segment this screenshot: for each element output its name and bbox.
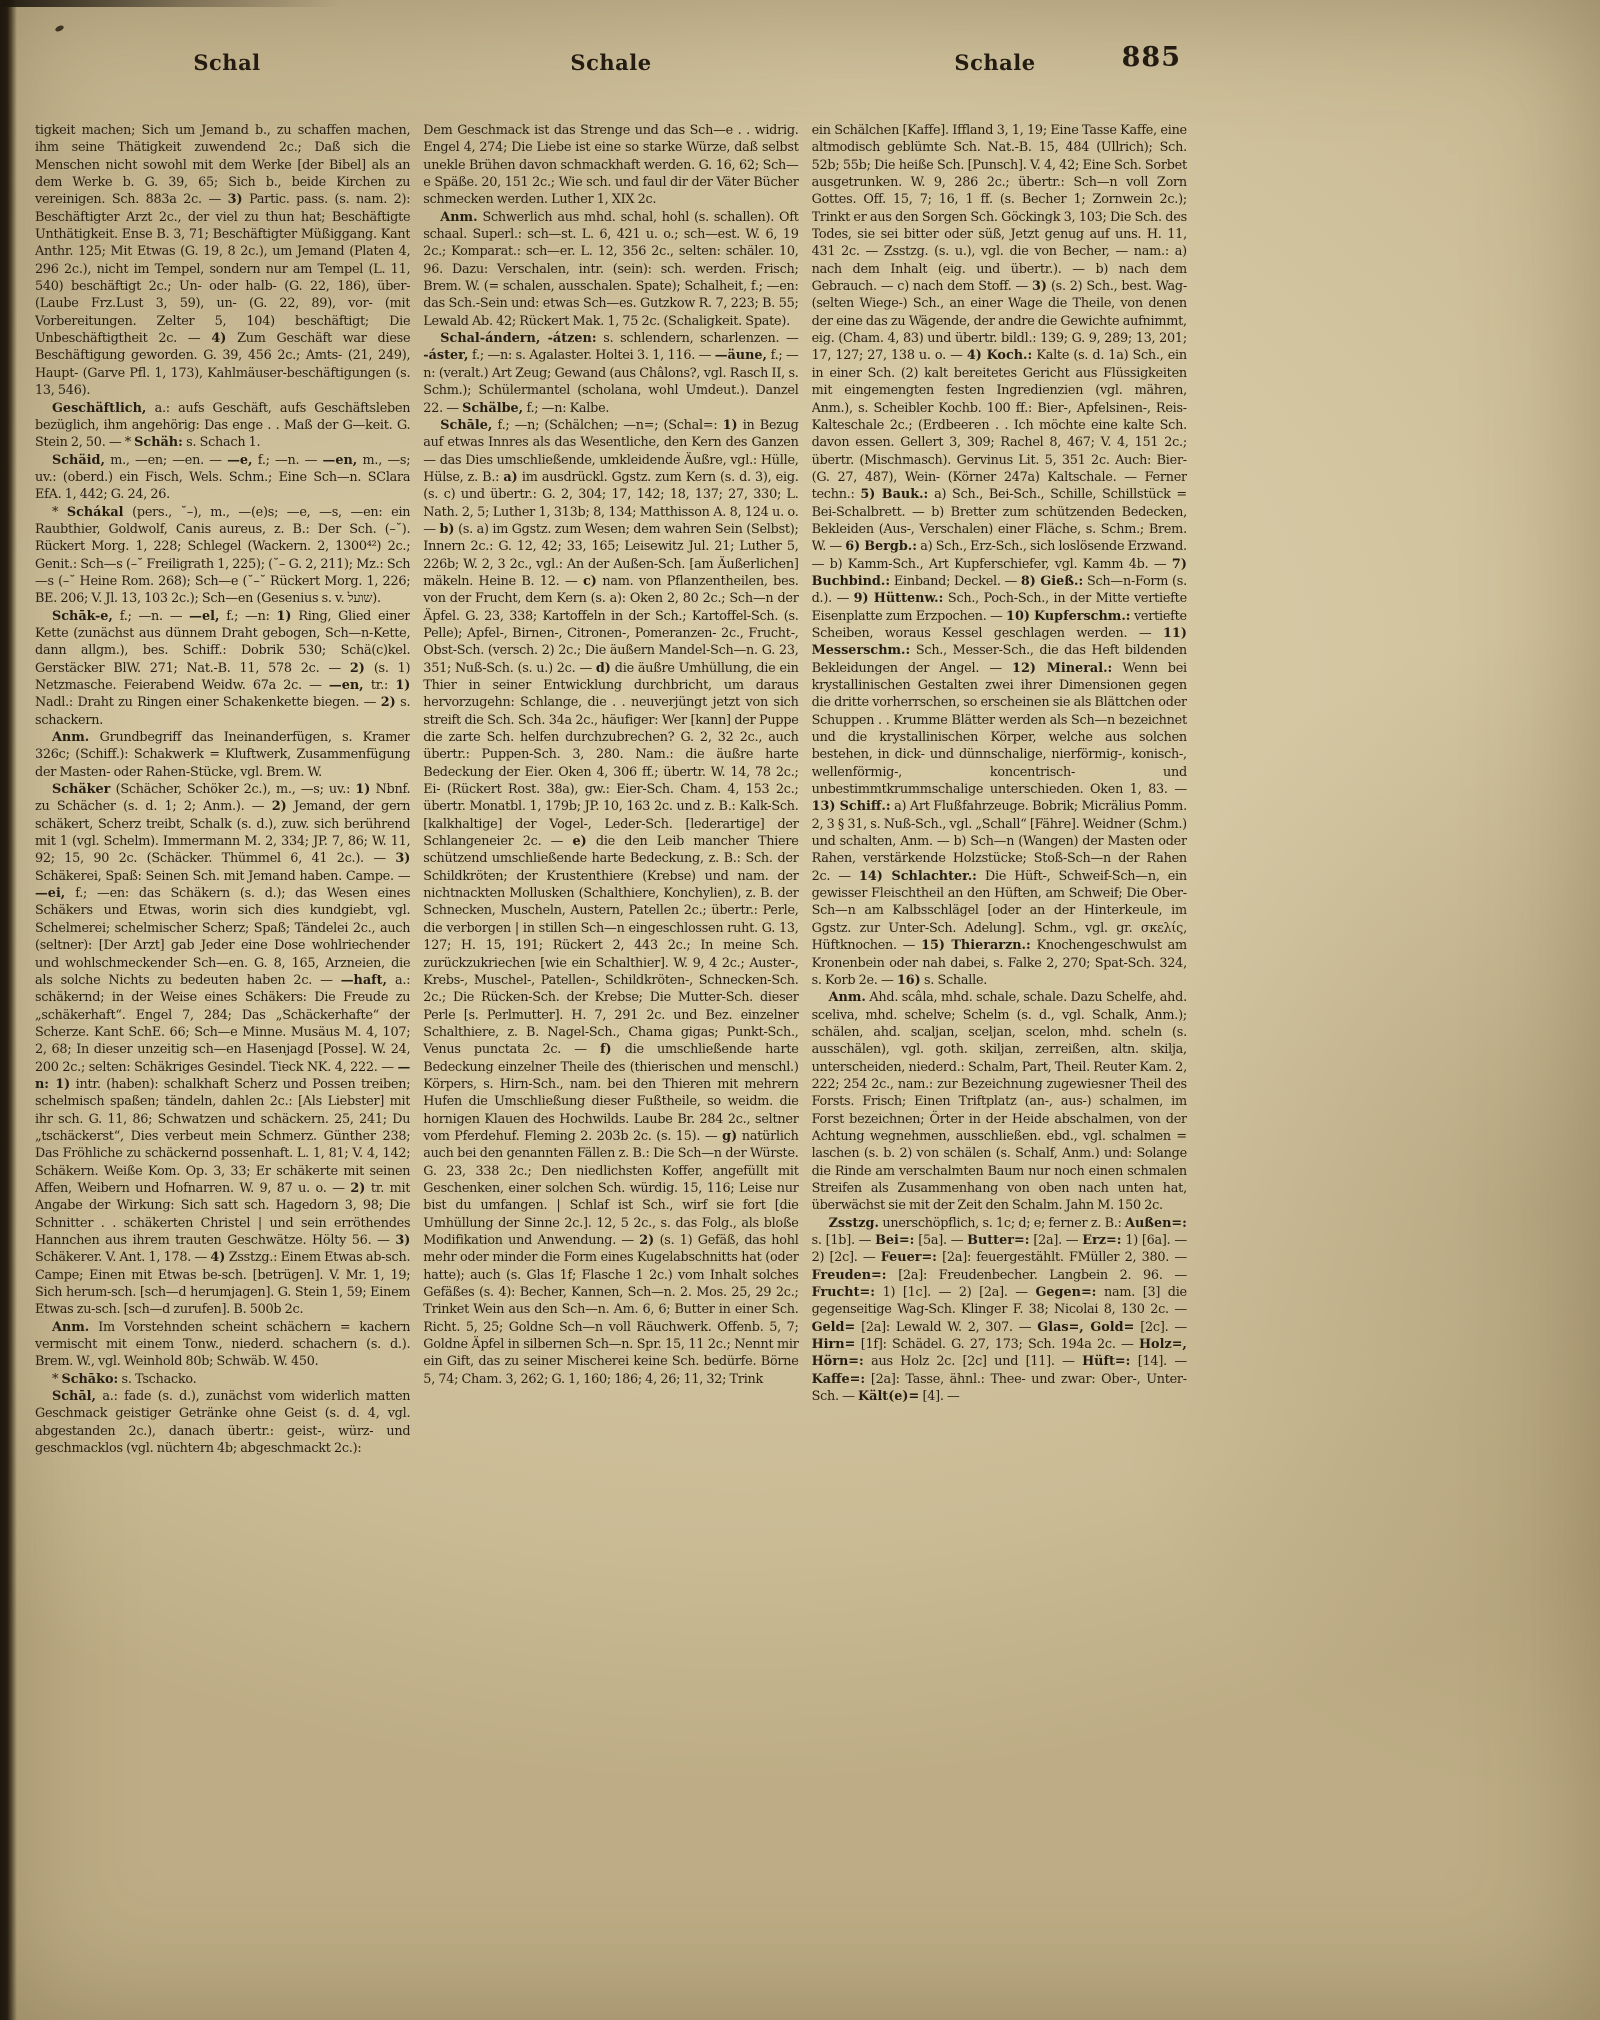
dictionary-paragraph: Zsstzg. unerschöpflich, s. 1c; d; e; ferner z. B.: Außen=: s. [1b]. — Bei=: [5a]. — Butter=: [2a]. — Erz=: 1) [6a]. — 2) [2c]. — Feuer=: [2a]: feuergestählt. FMüller 2, 380. — Freuden=: [2a]: Freudenbecher. Langbein 2. 96. — Frucht=: 1) [1c]. — 2) [2a]. — Gegen=: nam. [3] die gegenseitige Wag-Sch. Klinger F. 38; Nicolai 8, 130 2c. — Geld= [2a]: Lewald W. 2, 307. — Glas=, Gold= [2c]. — Hirn= [1f]: Schädel. G. 27, 173; Sch. 194a 2c. — Holz=, Hörn=: aus Holz 2c. [2c] und [11]. — Hüft=: [14]. — Kaffe=: [2a]: Tasse, ähnl.: Thee- und zwar: Ober-, Unter-Sch. — Kält(e)= [4]. — xyxy=(811,1215,1187,1405)
text-column-2 xyxy=(423,122,798,1460)
page-number: 885 xyxy=(1121,42,1181,73)
text-column-1 xyxy=(35,122,410,1460)
dictionary-paragraph: Schäker (Schächer, Schöker 2c.), m., —s; uv.: 1) Nbnf. zu Schächer (s. d. 1; 2; Anm.). — 2) Jemand, der gern schäkert, Scherz treibt, Schalk (s. d.), zuw. sich berührend mit 1 (vgl. Schelm). Immermann M. 2, 334; JP. 7, 86; W. 11, 92; 15, 90 2c. (Schäcker. Thümmel 6, 41 2c.). — 3) Schäkerei, Spaß: Seinen Sch. mit Jemand haben. Campe. — —ei, f.; —en: das Schäkern (s. d.); das Wesen eines Schäkers und Etwas, worin sich dies kundgiebt, vgl. Schelmerei; schelmischer Scherz; Spaß; Tändelei 2c., auch (seltner): [Der Arzt] gab Jeder eine Dose wohlriechender und wohlschmeckender Sch—en. G. 8, 165, Arzneien, die als solche Nichts zu bedeuten haben 2c. — —haft, a.: schäkernd; in der Weise eines Schäkers: Die Freude zu „schäkerhaft“. Engel 7, 284; Das „Schäckerhafte“ der Scherze. Kant SchE. 66; Sch—e Minne. Musäus M. 4, 107; 2, 68; In dieser unzeitig sch—en Hasenjagd [Posse]. W. 24, 200 2c.; selten: Schäkriges Gesindel. Tieck NK. 4, 222. — —n: 1) intr. (haben): schalkhaft Scherz und Possen treiben; schelmisch spaßen; tändeln, dahlen 2c.: [Als Liebster] mit ihr sch. G. 11, 86; Schwatzen und schäckern. 25, 241; Du „tschäckerst“, Dies verbeut mein Schmerz. Günther 238; Das Fröhliche zu schäckernd possenhaft. L. 1, 81; V. 4, 142; Schäkern. Weiße Kom. Op. 3, 33; Er schäkerte mit seinen Affen, Weibern und Hofnarren. W. 9, 87 u. o. — 2) tr. mit Angabe der Wirkung: Sich satt sch. Hagedorn 3, 98; Die Schnitter . . schäkerten Christel | und sein erröthendes Hannchen aus ihrem trauten Geschwätze. Hölty 56. — 3) Schäkerer. V. Ant. 1, 178. — 4) Zsstzg.: Einem Etwas ab-sch. Campe; Einen mit Etwas be-sch. [betrügen]. V. Mr. 1, 19; Sich herum-sch. [sch—d herumjagen]. G. Stein 1, 59; Einem Etwas zu-sch. [sch—d zurufen]. B. 500b 2c. xyxy=(35,782,411,1318)
dictionary-paragraph: Anm. Grundbegriff das Ineinanderfügen, s. Kramer 326c; (Schiff.): Schakwerk = Kluftwerk, Zusammenfügung der Masten- oder Rahen-Stücke, vgl. Brem. W. xyxy=(35,730,411,780)
text-columns xyxy=(35,122,1187,1460)
scan-edge-left xyxy=(0,0,17,2020)
scan-edge-top xyxy=(0,0,340,7)
dictionary-paragraph: ein Schälchen [Kaffe]. Iffland 3, 1, 19; Eine Tasse Kaffe, eine altmodisch geblümte Sch. Nat.-B. 15, 484 (Ullrich); Sch. 52b; 55b; Die heiße Sch. [Punsch]. V. 4, 42; Eine Sch. Sorbet ausgetrunken. W. 9, 286 2c.; übertr.: Sch—n voll Zorn Gottes. Off. 15, 7; 16, 1 ff. (s. Becher 1; Zornwein 2c.); Trinkt er aus den Sorgen Sch. Göckingk 3, 103; Die Sch. des Todes, sie sei bitter oder süß, Jetzt genug auf uns. H. 11, 431 2c. — Zsstzg. (s. u.), vgl. die von Becher, — nam.: a) nach dem Inhalt (eig. und übertr.). — b) nach dem Gebrauch. — c) nach dem Stoff. — 3) (s. 2) Sch., best. Wag- (selten Wiege-) Sch., an einer Wage die Theile, von denen der eine das zu Wägende, der andre die Gewichte aufnimmt, eig. (Cham. 4, 83) und übertr. bildl.: 139; G. 9, 289; 13, 201; 17, 127; 27, 138 u. o. — 4) Koch.: Kalte (s. d. 1a) Sch., ein in einer Sch. (2) kalt bereitetes Gericht aus Flüssigkeiten mit eingemengten festen Ingredienzien (vgl. mähren, Anm.), s. Scheibler Kochb. 100 ff.: Bier-, Apfelsinen-, Reis-Kalteschale 2c.; (Erdbeeren . . Ich möchte eine kalte Sch. davon essen. Gellert 3, 309; Rachel 8, 467; V. 4, 151 2c.; übertr. (Mischmasch). Gervinus Lit. 5, 351 2c. Auch: Bier- (G. 27, 487), Wein- (Körner 247a) Kaltschale. — Ferner techn.: 5) Bauk.: a) Sch., Bei-Sch., Schille, Schillstück = Bei-Schalbrett. — b) Bretter zum schützenden Bedecken, Bekleiden (Aus-, Verschalen) einer Fläche, s. Schm.; Brem. W. — 6) Bergb.: a) Sch., Erz-Sch., sich loslösende Erzwand. — b) Kamm-Sch., Art Kupferschiefer, vgl. Kamm 4b. — 7) Buchbind.: Einband; Deckel. — 8) Gieß.: Sch—n-Form (s. d.). — 9) Hüttenw.: Sch., Poch-Sch., in der Mitte vertiefte Eisenplatte zum Erzpochen. — 10) Kupferschm.: vertiefte Scheiben, woraus Kessel geschlagen werden. — 11) Messerschm.: Sch., Messer-Sch., die das Heft bildenden Bekleidungen der Angel. — 12) Mineral.: Wenn bei krystallinischen Gestalten zwei ihrer Dimensionen gegen die dritte vorherrschen, so erscheinen sie als Blättchen oder Schuppen . . Krumme Blätter werden als Sch—n bezeichnet und die krystallinischen Körper, welche aus solchen bestehen, in dick- und dünnschalige, nierförmig-, konisch-, wellenförmig-, koncentrisch- und unbestimmtkrummschalige unterschieden. Oken 1, 83. — 13) Schiff.: a) Art Flußfahrzeuge. Bobrik; Micrälius Pomm. 2, 3 § 31, s. Nuß-Sch., vgl. „Schall“ [Fähre]. Weidner (Schm.) und schalten, Anm. — b) Sch—n (Wangen) der Masten oder Rahen, verstärkende Holzstücke; Stoß-Sch—n der Rahen 2c. — 14) Schlachter.: Die Hüft-, Schweif-Sch—n, ein gewisser Fleischtheil an den Hüften, am Schweif; Die Ober-Sch—n am Kalbsschlägel [oder an der Hinterkeule, im Ggstz. zur Unter-Sch. Adelung]. Schm., vgl. gr. σκελίς, Hüftknochen. — 15) Thierarzn.: Knochengeschwulst am Kronenbein oder nah dabei, s. Falke 2, 270; Spat-Sch. 324, s. Korb 2e. — 16) s. Schalle. xyxy=(811,123,1187,988)
dictionary-paragraph: Schāk-e, f.; —n. — —el, f.; —n: 1) Ring, Glied einer Kette (zunächst aus dünnem Draht gebogen, Sch—n-Kette, dann allgm.), bes. Schiff.: Dobrik 530; Schä(c)kel. Gerstäcker BlW. 271; Nat.-B. 11, 578 2c. — 2) (s. 1) Netzmasche. Feierabend Weidw. 67a 2c. — —en, tr.: 1) Nadl.: Draht zu Ringen einer Schakenkette biegen. — 2) s. schackern. xyxy=(35,608,411,728)
running-head-center: Schale xyxy=(570,50,652,75)
dictionary-paragraph: Schāl, a.: fade (s. d.), zunächst vom widerlich matten Geschmack geistiger Getränke ohne Geist (s. d. 4, vgl. abgestanden 2c.), danach übertr.: geist-, würz- und geschmacklos (vgl. nüchtern 4b; abgeschmackt 2c.): xyxy=(35,1389,411,1457)
dictionary-paragraph: * Schāko: s. Tschacko. xyxy=(52,1371,197,1387)
dictionary-paragraph: Anm. Schwerlich aus mhd. schal, hohl (s. schallen). Oft schaal. Superl.: sch—st. L. 6, 421 u. o.; sch—est. W. 6, 19 2c.; Komparat.: sch—er. L. 12, 356 2c., selten: schäler. 10, 96. Dazu: Verschalen, intr. (sein): sch. werden. Frisch; Brem. W. (= schalen, ausschalen. Spate); Schalheit, f.; —en: das Sch.-Sein und: etwas Sch—es. Gutzkow R. 7, 223; B. 55; Lewald Ab. 42; Rückert Mak. 1, 75 2c. (Schaligkeit. Spate). xyxy=(423,209,799,329)
dictionary-paragraph: Schäid, m., —en; —en. — —e, f.; —n. — —en, m., —s; uv.: (oberd.) ein Fisch, Wels. Schm.; Eine Sch—n. SClara EfA. 1, 442; G. 24, 26. xyxy=(35,452,411,503)
dictionary-paragraph: * Schákal (pers., ˘–), m., —(e)s; —e, —s, —en: ein Raubthier, Goldwolf, Canis aureus, z. B.: Der Sch. (–˘). Rückert Morg. 1, 228; Schlegel (Wackern. 2, 1300⁴²) 2c.; Genit.: Sch—s (–˘ Freiligrath 1, 225); (˘– G. 2, 211); Mz.: Sch—s (–˘ Heine Rom. 268); Sch—e (˘–˘ Rückert Morg. 1, 226; BE. 206; V. Jl. 13, 103 2c.); Sch—en (Gesenius s. v. שועל). xyxy=(35,504,411,607)
ink-speck xyxy=(54,24,64,32)
dictionary-paragraph: Dem Geschmack ist das Strenge und das Sch—e . . widrig. Engel 4, 274; Die Liebe ist eine so starke Würze, daß selbst unekle Brühen davon schmackhaft werden. G. 16, 62; Sch—e Späße. 20, 151 2c.; Wie sch. und faul dir der Väter Bücher schmecken werden. Luther 1, XIX 2c. xyxy=(423,123,799,208)
dictionary-paragraph: Anm. Im Vorstehnden scheint schächern = kachern vermischt mit einem Tonw., niederd. schachern (s. d.). Brem. W., vgl. Weinhold 80b; Schwäb. W. 450. xyxy=(35,1319,411,1370)
dictionary-paragraph: tigkeit machen; Sich um Jemand b., zu schaffen machen, ihm seine Thätigkeit zuwendend 2c.; Daß sich die Menschen nicht sowohl mit dem Werke [der Bibel] als an dem Werke b. G. 39, 65; Sich b., beide Kirchen zu vereinigen. Sch. 883a 2c. — 3) Partic. pass. (s. nam. 2): Beschäftigter Arzt 2c., der viel zu thun hat; Beschäftigte Unthätigkeit. Ense B. 3, 71; Beschäftigter Müßiggang. Kant Anthr. 125; Mit Etwas (G. 19, 8 2c.), um Jemand (Platen 4, 296 2c.), nicht im Tempel, sondern nur am Tempel (L. 11, 540) beschäftigt 2c.; Un- oder halb- (G. 22, 186), über- (Laube Frz.Lust 3, 59), un- (G. 22, 89), vor- (mit Vorbereitungen. Zelter 5, 104) beschäftigt; Die Unbeschäftigtheit 2c. — 4) Zum Geschäft war diese Beschäftigung geworden. G. 39, 456 2c.; Amts- (21, 249), Haupt- (Garve Pfl. 1, 173), Kahlmäuser-beschäftigungen (s. 13, 546). xyxy=(35,123,411,399)
dictionary-paragraph: Anm. Ahd. scâla, mhd. schale, schale. Dazu Schelfe, ahd. sceliva, mhd. schelve; Schelm (s. d., vgl. Schalk, Anm.); schälen, ahd. scaljan, sceljan, scelon, mhd. scheln (s. ausschälen), vgl. goth. skiljan, zerreißen, altn. skilja, unterscheiden, niederd.: Schalm, Part, Theil. Reuter Kam. 2, 222; 254 2c., nam.: zur Bezeichnung zugewiesner Theil des Forsts. Frisch; Einen Triftplatz (an-, aus-) schalmen, im Forst bezeichnen; Örter in der Heide abschalmen, von der Achtung wegnehmen, ausschließen. ebd., vgl. schalmen = laschen (s. b. 2) von schälen (s. Schalf, Anm.) und: Solange die Rinde am verschalmten Baum nur noch einen schmalen Streifen als Zusammenhang von oben nach unten hat, überwächst sie mit der Zeit den Schalm. Jahn M. 150 2c. xyxy=(811,990,1187,1214)
text-column-3 xyxy=(812,122,1187,1460)
page-header xyxy=(35,42,1187,75)
dictionary-paragraph: Schal-ándern, -átzen: s. schlendern, scharlenzen. — -áster, f.; —n: s. Agalaster. Holtei 3. 1, 116. — —äune, f.; —n: (veralt.) Art Zeug; Gewand (aus Châlons?, vgl. Rasch II, s. Schm.); Schülermantel (scholana, wohl Umdeut.). Danzel 22. — Schälbe, f.; —n: Kalbe. xyxy=(423,331,799,416)
running-head-left: Schal xyxy=(193,50,261,75)
dictionary-paragraph: Schāle, f.; —n; (Schälchen; —n=; (Schal=: 1) in Bezug auf etwas Innres als das Wesentliche, den Kern des Ganzen — das Dies umschließende, umkleidende Äußre, vgl.: Hülle, Hülse, z. B.: a) im ausdrückl. Ggstz. zum Kern (s. d. 3), eig. (s. c) und übertr.: G. 2, 304; 17, 142; 18, 137; 27, 330; L. Nath. 2, 5; Luther 1, 313b; 8, 134; Matthisson A. 8, 124 u. o. — b) (s. a) im Ggstz. zum Wesen; dem wahren Sein (Selbst); Innern 2c.: G. 12, 42; 33, 165; Leisewitz Jul. 21; Luther 5, 226b; W. 2, 3 2c., vgl.: An der Außen-Sch. [am Äußerlichen] mäkeln. Heine B. 12. — c) nam. von Pflanzentheilen, bes. von der Frucht, dem Kern (s. a): Oken 2, 80 2c.; Sch—n der Äpfel. G. 23, 338; Kartoffeln in der Sch.; Kartoffel-Sch. (s. Pelle); Apfel-, Birnen-, Citronen-, Pomeranzen- 2c., Frucht-, Obst-Sch. (versch. 2) 2c.; Die äußern Mandel-Sch—n. G. 23, 351; Nuß-Sch. (s. u.) 2c. — d) die äußre Umhüllung, die ein Thier in seiner Entwicklung durchbricht, um daraus hervorzugehn: Schlange, die . . neuverjüngt jetzt von sich streift die Sch. Sch. 34a 2c., häufiger: Wer [kann] der Puppe die zarte Sch. helfen durchzubrechen? G. 2, 32 2c., auch übertr.: Puppen-Sch. 3, 280. Nam.: die äußre harte Bedeckung der Eier. Oken 4, 306 ff.; übertr. W. 14, 78 2c.; Ei- (Rückert Rost. 38a), gw.: Eier-Sch. Cham. 4, 153 2c.; übertr. Monatbl. 1, 179b; JP. 10, 163 2c. und z. B.: Kalk-Sch. [kalkhaltige] der Vogel-, Leder-Sch. [lederartige] der Schlangeneier 2c. — e) die den Leib mancher Thiere schützend umschließende harte Bedeckung, z. B.: Sch. der Schildkröten; der Krustenthiere (Krebse) und nam. der nichtnackten Mollusken (Schalthiere, Konchylien), z. B. der Schnecken, Muscheln, Austern, Patellen 2c.; übertr.: Perle, die verborgen | in stillen Sch—n eingeschlossen ruht. G. 13, 127; H. 15, 191; Rückert 2, 443 2c.; In meine Sch. zurückzukriechen [wie ein Schalthier]. W. 9, 4 2c.; Auster-, Krebs-, Muschel-, Patellen-, Schildkröten-, Schnecken-Sch. 2c.; Die Rücken-Sch. der Krebse; Die Mutter-Sch. dieser Perle [s. Perlmutter]. H. 7, 291 2c. und Bez. einzelner Schalthiere, z. B. Nagel-Sch., Chama gigas; Punkt-Sch., Venus punctata 2c. — f) die umschließende harte Bedeckung einzelner Theile des (thierischen und menschl.) Körpers, s. Hirn-Sch., nam. bei den Thieren mit mehrern Hufen die Umschließung dieser Fußtheile, so weidm. die hornigen Klauen des Hochwilds. Laube Br. 284 2c., seltner vom Pferdehuf. Fleming 2. 203b 2c. (s. 15). — g) natürlich auch bei den genannten Fällen z. B.: Die Sch—n der Würste. G. 23, 338 2c.; Den niedlichsten Koffer, angefüllt mit Geschenken, einer solchen Sch. würdig. 15, 116; Leise nur bist du umfangen. | Schlaf ist Sch., wirf sie fort [die Umhüllung der Sinne 2c.]. 12, 5 2c., s. das Folg., als bloße Modifikation und Anwendung. — 2) (s. 1) Gefäß, das hohl mehr oder minder die Form eines Kugelabschnitts hat (oder hatte); auch (s. Glas 1f; Flasche 1 2c.) vom Inhalt solches Gefäßes (s. 4): Becher, Kannen, Sch—n. 2. Mos. 25, 29 2c.; Trinket Wein aus den Sch—n. Am. 6, 6; Butter in einer Sch. Richt. 5, 25; Goldne Sch—n voll Räuchwerk. Offenb. 5, 7; Goldne Äpfel in silbernen Sch—n. Spr. 15, 11 2c.; Nennt mir ein Gift, das zu seiner Mischerei keine Sch. bedürfe. Börne 5, 74; Cham. 3, 262; G. 1, 160; 186; 4, 26; 11, 32; Trink xyxy=(423,417,799,1387)
running-head-right: Schale xyxy=(954,50,1036,75)
dictionary-paragraph: Geschäftlich, a.: aufs Geschäft, aufs Geschäftsleben bezüglich, ihm angehörig: Das enge . . Maß der G—keit. G. Stein 2, 50. — * Schäh: s. Schach 1. xyxy=(35,400,411,451)
